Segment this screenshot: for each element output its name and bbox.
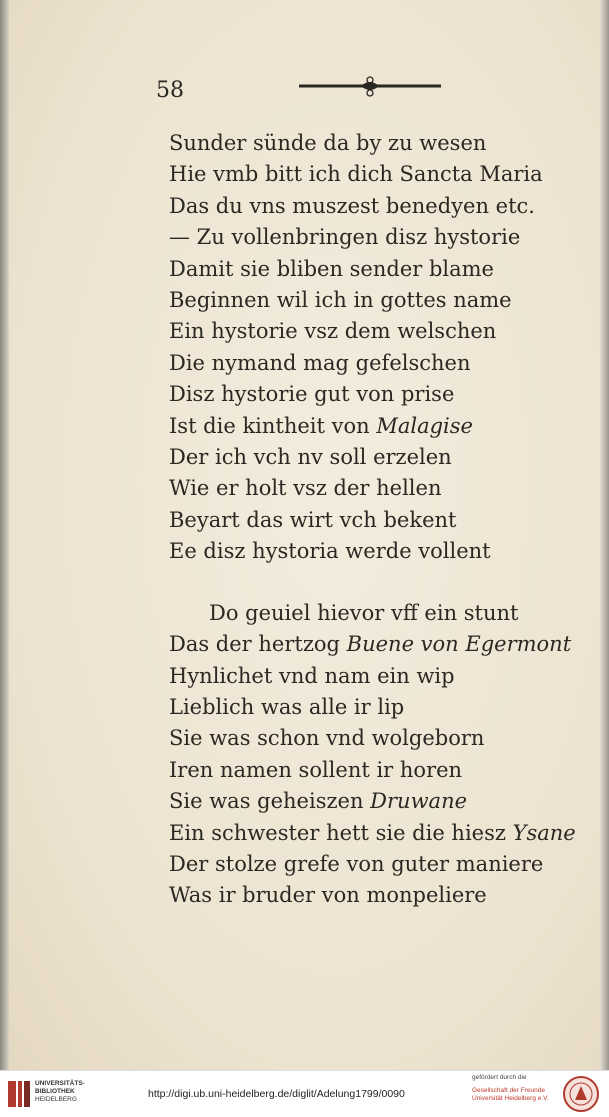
name-malagise: Malagise: [376, 413, 473, 438]
society-name: [472, 1087, 549, 1103]
verse-line: Ee disz hystoria werde vollent: [169, 539, 491, 564]
verse-line: Beyart das wirt vch bekent: [169, 507, 457, 532]
verse-line: [169, 629, 589, 660]
verse-text: Ist die kintheit von: [169, 413, 377, 438]
name-ysane: Ysane: [512, 820, 576, 845]
book-edge-left: [0, 0, 9, 1070]
stanza-1: [169, 128, 589, 568]
verse-line: Der ich vch nv soll erzelen: [169, 445, 452, 470]
verse-line: Ein hystorie vsz dem welschen: [169, 319, 497, 344]
verse-line: Iren namen sollent ir horen: [169, 757, 463, 782]
verse-text: Das der hertzog: [169, 632, 347, 657]
library-line: HEIDELBERG: [35, 1096, 77, 1103]
verse-line: Hie vmb bitt ich dich Sancta Maria: [169, 162, 543, 187]
verse-line: Hynlichet vnd nam ein wip: [169, 663, 455, 688]
digitization-footer: [0, 1070, 609, 1117]
verse-text: Sie was geheiszen: [169, 789, 371, 814]
verse-line: — Zu vollenbringen disz hystorie: [169, 225, 521, 250]
society-line: Universität Heidelberg e.V.: [472, 1095, 549, 1102]
verse-line: [169, 786, 589, 817]
page-number: 58: [156, 78, 184, 103]
verse-line: Wie er holt vsz der hellen: [169, 476, 442, 501]
verse-line: Sie was schon vnd wolgeborn: [169, 726, 485, 751]
verse-line: Disz hystorie gut von prise: [169, 382, 455, 407]
verse-line: Damit sie bliben sender blame: [169, 256, 494, 281]
verse-line: Beginnen wil ich in gottes name: [169, 288, 512, 313]
verse-text: Ein schwester hett sie die hiesz: [169, 820, 513, 845]
ornament-divider-icon: [299, 76, 441, 98]
verse-line: Das du vns muszest benedyen etc.: [169, 193, 535, 218]
verse-line: Do geuiel hievor vff ein stunt: [209, 600, 519, 625]
verse-line: Was ir bruder von monpeliere: [169, 883, 487, 908]
name-buene: Buene von Egermont: [346, 632, 572, 657]
poem-text: [169, 128, 589, 912]
society-line: Gesellschaft der Freunde: [472, 1087, 545, 1094]
scanned-page: [9, 0, 600, 1070]
verse-line: [169, 411, 589, 442]
library-line: UNIVERSITÄTS-: [35, 1080, 85, 1087]
verse-line: [169, 818, 589, 849]
library-line: BIBLIOTHEK: [35, 1088, 75, 1095]
stanza-2: [169, 598, 589, 912]
stanza-gap: [169, 568, 589, 598]
university-seal-icon: [562, 1075, 600, 1113]
funded-by-label: gefördert durch die: [472, 1074, 527, 1081]
verse-line: Der stolze grefe von guter maniere: [169, 851, 544, 876]
permalink-link[interactable]: http://digi.ub.uni-heidelberg.de/diglit/Adelung1799/0090: [148, 1088, 405, 1100]
library-name: [35, 1080, 85, 1104]
verse-line: Lieblich was alle ir lip: [169, 694, 405, 719]
name-druwane: Druwane: [370, 789, 468, 814]
verse-line: Sunder sünde da by zu wesen: [169, 131, 487, 155]
verse-line: Die nymand mag gefelschen: [169, 350, 471, 375]
university-library-logo-icon: [6, 1077, 32, 1111]
book-edge-right: [600, 0, 609, 1070]
